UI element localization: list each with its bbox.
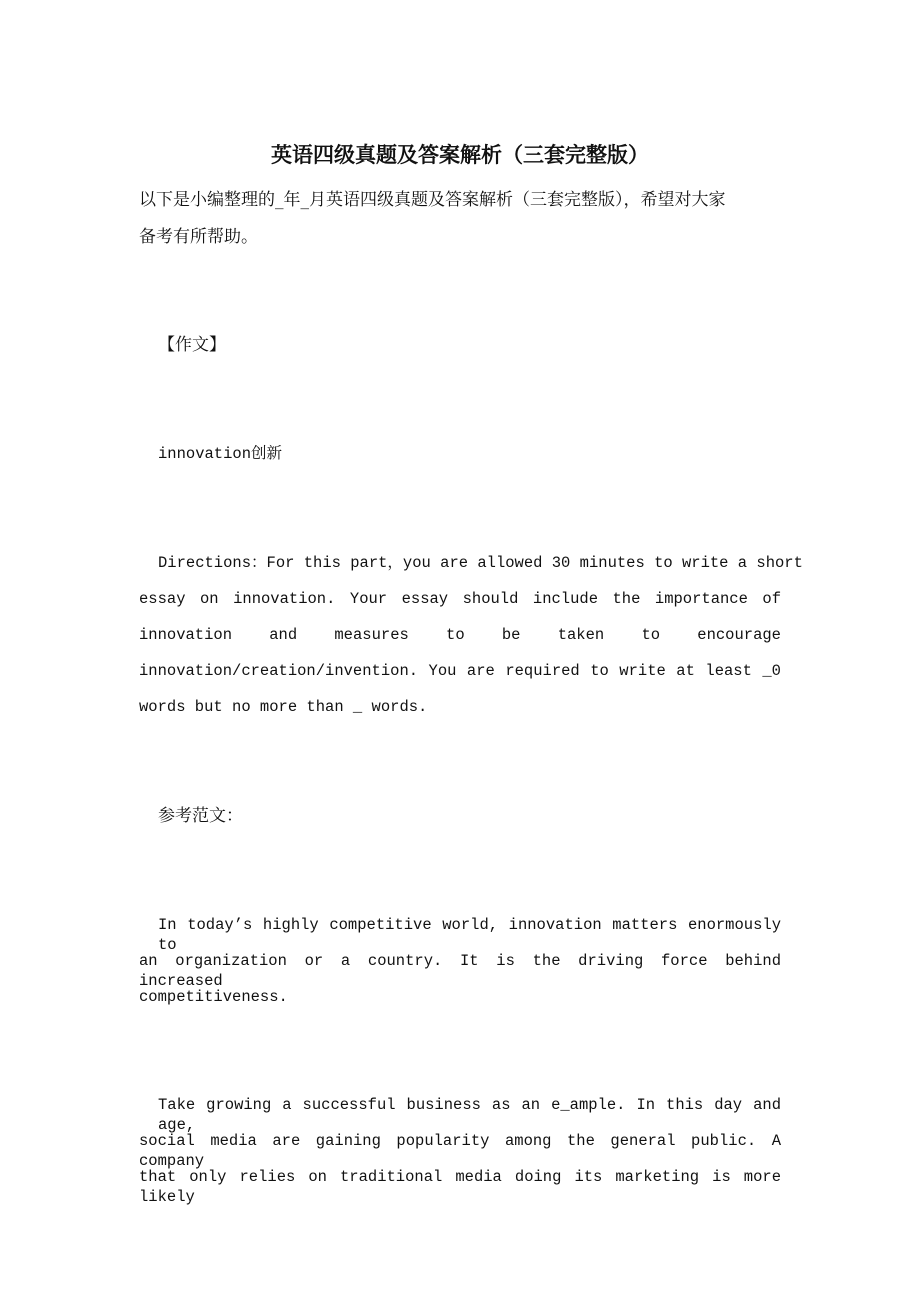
paragraph-line: In today’s highly competitive world, innovation matters enormously to bbox=[158, 916, 781, 954]
paragraph-line: that only relies on traditional media doing its marketing is more likely bbox=[139, 1168, 781, 1206]
paragraph-line: an organization or a country. It is the driving force behind increased bbox=[139, 952, 781, 990]
directions-line: Directions：For this part，you are allowed 30 minutes to write a short bbox=[158, 554, 803, 572]
paragraph-line: competitiveness. bbox=[139, 988, 288, 1006]
intro-line: 备考有所帮助。 bbox=[139, 227, 258, 247]
directions-line: words but no more than _ words. bbox=[139, 698, 428, 716]
paragraph-line: social media are gaining popularity among the general public. A company bbox=[139, 1132, 781, 1170]
sample-essay-label: 参考范文： bbox=[158, 806, 243, 826]
directions-line: essay on innovation. Your essay should include the importance of bbox=[139, 590, 781, 608]
intro-line: 以下是小编整理的_年_月英语四级真题及答案解析（三套完整版），希望对大家 bbox=[139, 190, 726, 210]
document-title: 英语四级真题及答案解析（三套完整版） bbox=[271, 142, 649, 167]
directions-line: innovation/creation/invention. You are required to write at least _0 bbox=[139, 662, 781, 680]
paragraph-line: Take growing a successful business as an e_ample. In this day and age, bbox=[158, 1096, 781, 1134]
section-heading: 【作文】 bbox=[158, 335, 226, 355]
directions-line: innovation and measures to be taken to encourage bbox=[139, 626, 781, 644]
essay-topic: innovation创新 bbox=[158, 445, 283, 463]
